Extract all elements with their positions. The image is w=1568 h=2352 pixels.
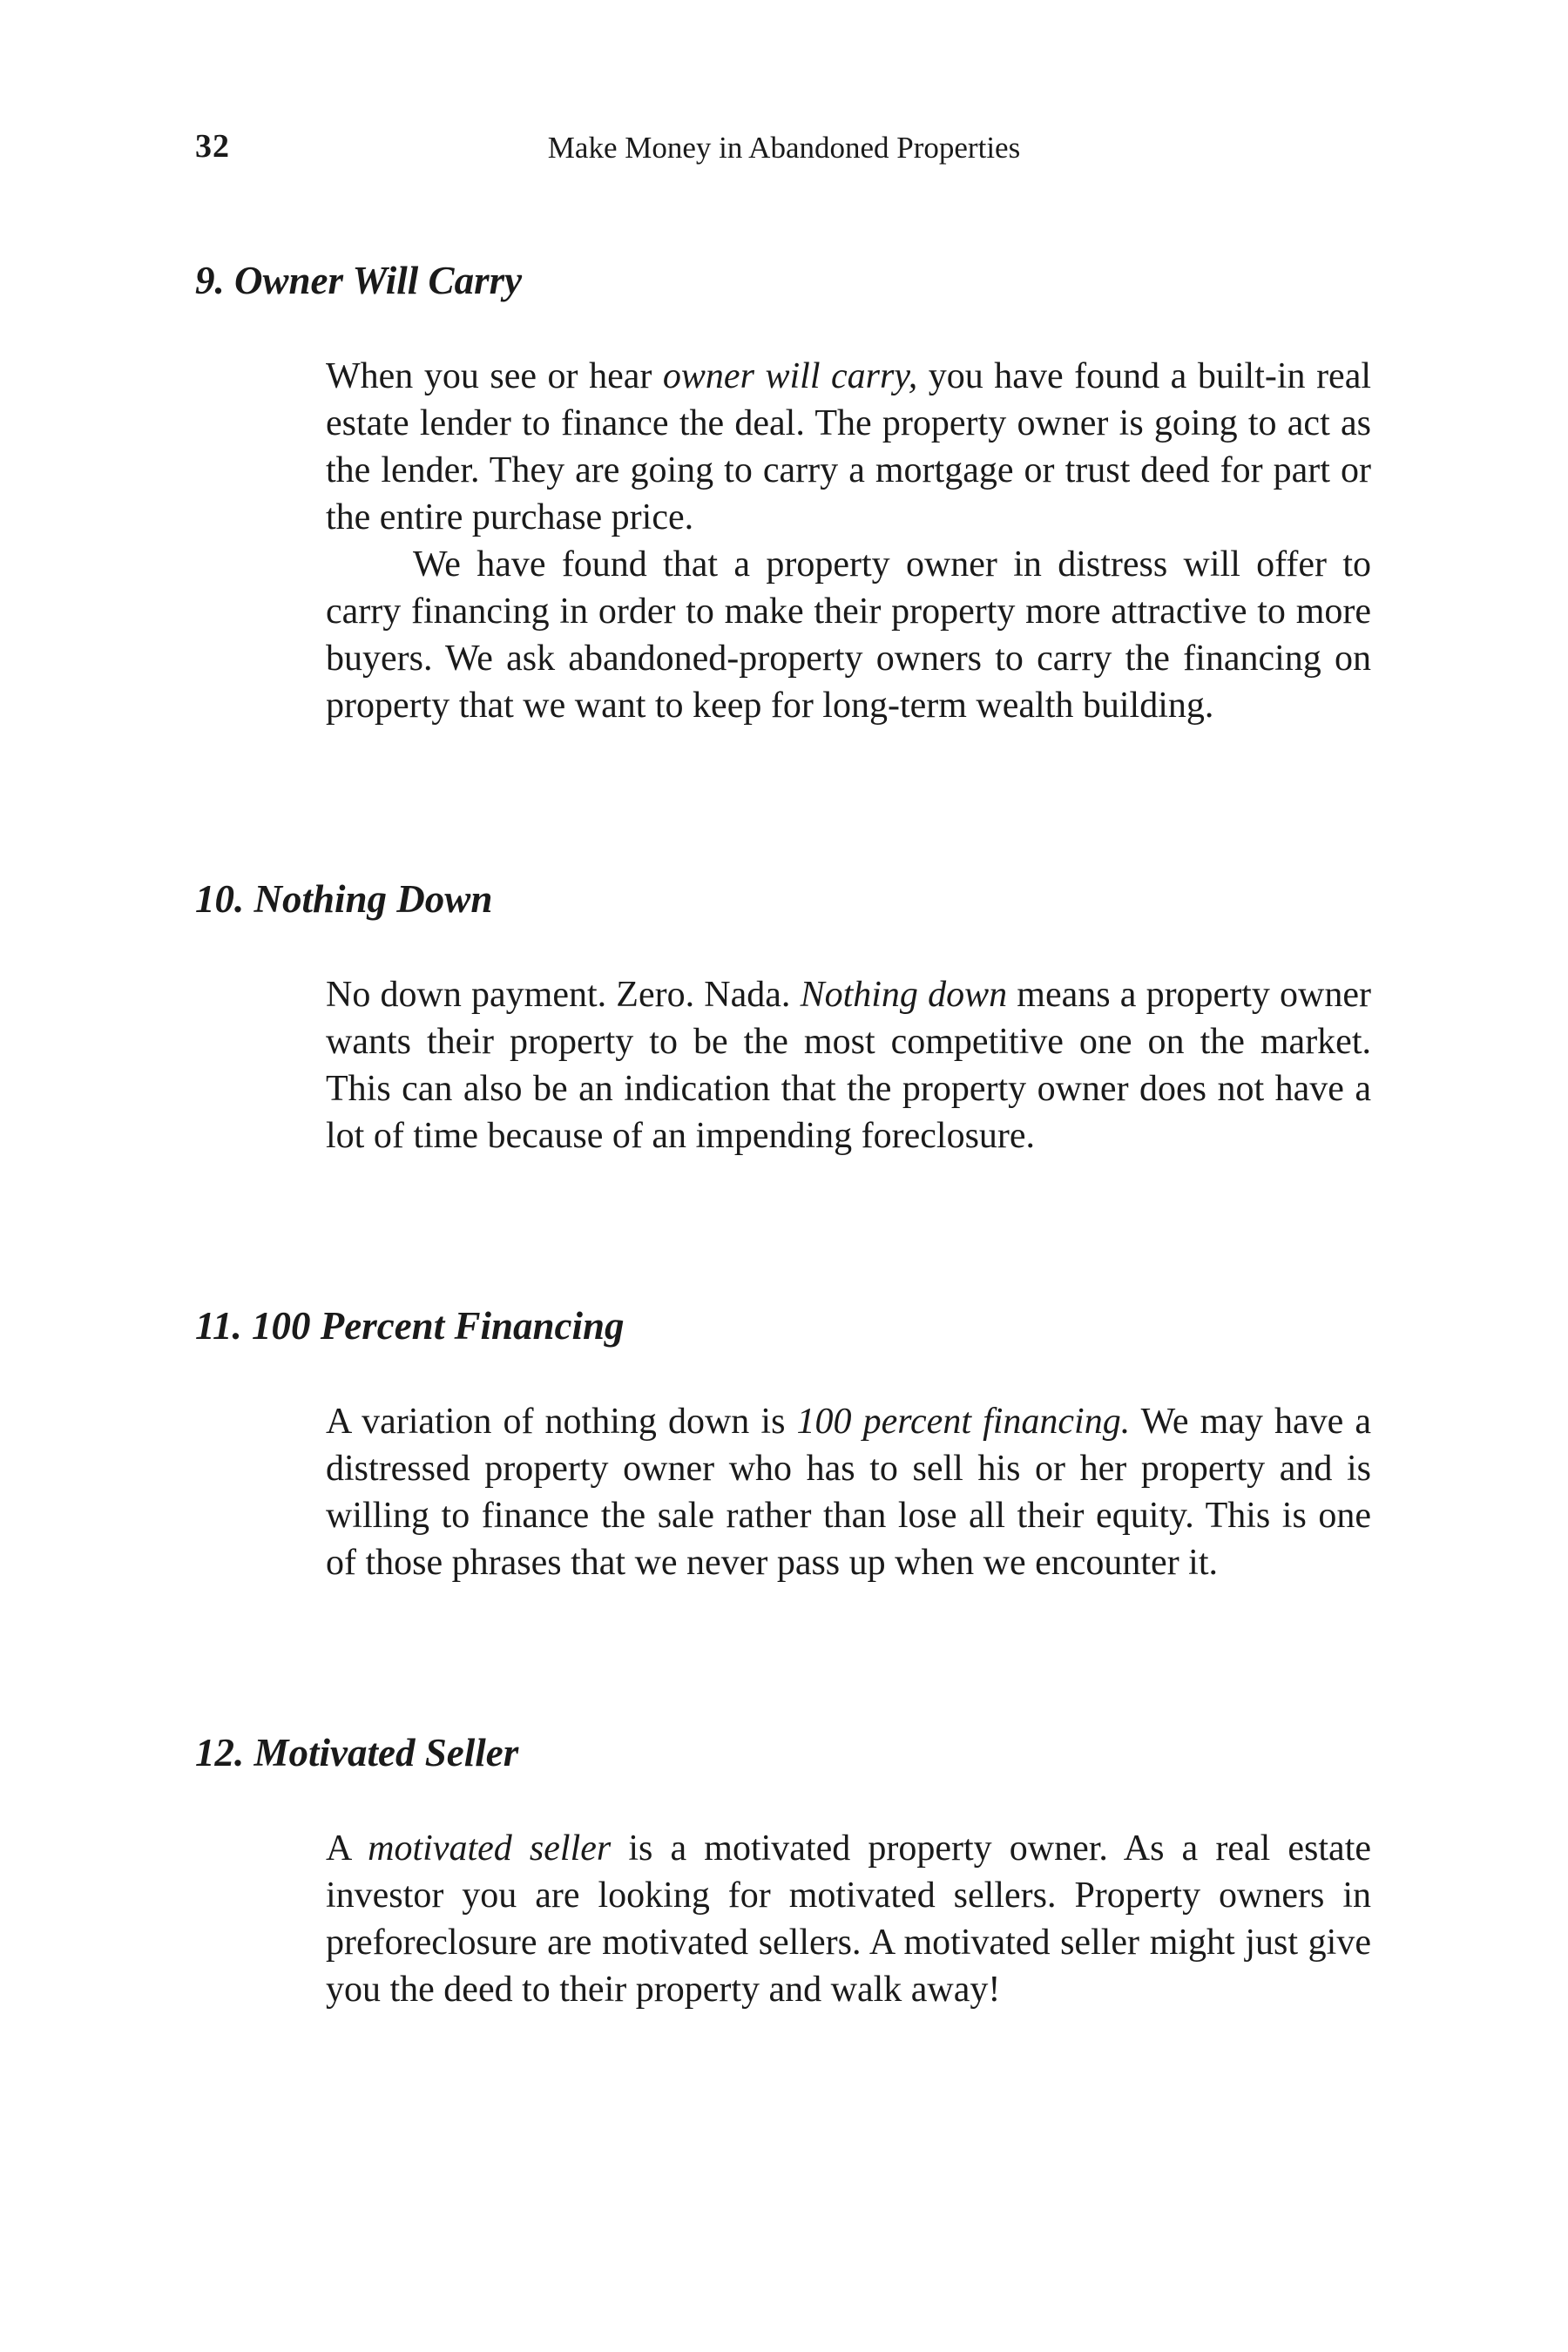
running-title: Make Money in Abandoned Properties [547, 131, 1021, 165]
text-run: you have found a built-in real estate lender to finance the deal. The property owner is going to act as the lender. They are going to carry a mortgage or trust deed for part or the entire purchase price. [326, 356, 1372, 537]
paragraph [326, 1398, 1371, 1586]
paragraph [326, 541, 1371, 729]
emphasized-term: owner will carry, [662, 356, 918, 396]
section-motivated-seller [195, 1731, 1373, 2013]
emphasized-term: Nothing down [800, 975, 1008, 1015]
text-run: No down payment. Zero. Nada. [326, 975, 801, 1015]
text-run: We have found that a property owner in distress will offer to carry financing in order to make their property more attractive to more buyers. We ask abandoned-property owners to carry the financing on property that we want to keep for long-term wealth building. [326, 544, 1371, 726]
page-number: 32 [195, 128, 230, 165]
text-run: A [326, 1828, 368, 1869]
paragraph [326, 353, 1371, 541]
section-body [326, 1825, 1371, 2013]
section-body [326, 971, 1371, 1159]
section-nothing-down [195, 877, 1373, 1159]
text-run: A variation of nothing down is [326, 1402, 797, 1442]
section-heading: 11. 100 Percent Financing [195, 1304, 625, 1348]
emphasized-term: motivated seller [368, 1828, 612, 1869]
section-100-percent-financing [195, 1304, 1373, 1586]
text-run: We may have a distressed property owner who has to sell his or her property and is willing to finance the sale rather than lose all their equity. This is one of those phrases that we never pass up when we encounter it. [326, 1402, 1371, 1583]
text-run: When you see or hear [326, 356, 663, 396]
paragraph [326, 1825, 1371, 2013]
section-heading: 12. Motivated Seller [195, 1731, 519, 1774]
paragraph [326, 971, 1371, 1159]
section-heading: 10. Nothing Down [195, 877, 493, 921]
text-run: means a property owner wants their property to be the most competitive one on the market. This can also be an indication that the property owner does not have a lot of time because of an impending foreclosure. [326, 975, 1371, 1156]
emphasized-term: 100 percent financing. [796, 1402, 1131, 1442]
text-run: is a motivated property owner. As a real estate investor you are looking for motivated sellers. Property owners in preforeclosure are motivated sellers. A motivated seller might just give you the deed to their property and walk away! [326, 1828, 1372, 2010]
section-body [326, 353, 1371, 729]
running-head [195, 127, 1373, 171]
section-body [326, 1398, 1371, 1586]
section-owner-will-carry [195, 261, 1373, 729]
section-heading: 9. Owner Will Carry [195, 259, 523, 302]
